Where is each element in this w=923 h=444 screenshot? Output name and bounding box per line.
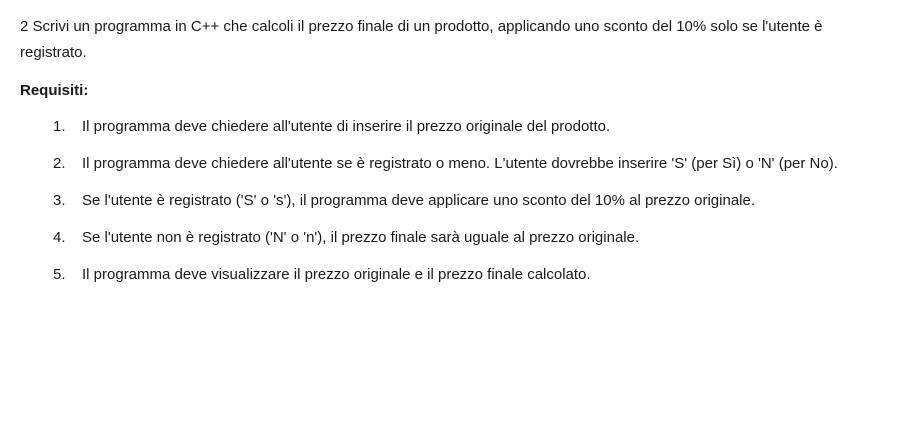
requirements-heading: Requisiti: xyxy=(20,82,89,99)
requirement-number: 2. xyxy=(53,155,66,172)
requirement-text: Se l'utente non è registrato ('N' o 'n'), il prezzo finale sarà uguale al prezzo originale. xyxy=(82,229,640,246)
requirement-number: 3. xyxy=(53,192,66,209)
exercise-intro: 2 Scrivi un programma in C++ che calcoli il prezzo finale di un prodotto, applicando uno sconto del 10% solo se l'utente è registrato. xyxy=(20,18,823,61)
requirement-text: Il programma deve chiedere all'utente se è registrato o meno. L'utente dovrebbe inserire 'S' (per Sì) o 'N' (per No). xyxy=(82,155,838,172)
requirement-item-4 xyxy=(20,225,903,251)
requirement-text: Il programma deve chiedere all'utente di inserire il prezzo originale del prodotto. xyxy=(82,118,611,135)
requirement-item-1 xyxy=(20,114,903,140)
requirement-number: 5. xyxy=(53,266,66,283)
requirement-text: Se l'utente è registrato ('S' o 's'), il programma deve applicare uno sconto del 10% al prezzo originale. xyxy=(82,192,756,209)
requirement-item-2 xyxy=(20,151,903,177)
requirement-number: 1. xyxy=(53,118,66,135)
requirement-item-5 xyxy=(20,262,903,288)
requirement-text: Il programma deve visualizzare il prezzo originale e il prezzo finale calcolato. xyxy=(82,266,591,283)
requirement-number: 4. xyxy=(53,229,66,246)
requirement-item-3 xyxy=(20,188,903,214)
requirements-list xyxy=(20,114,903,288)
